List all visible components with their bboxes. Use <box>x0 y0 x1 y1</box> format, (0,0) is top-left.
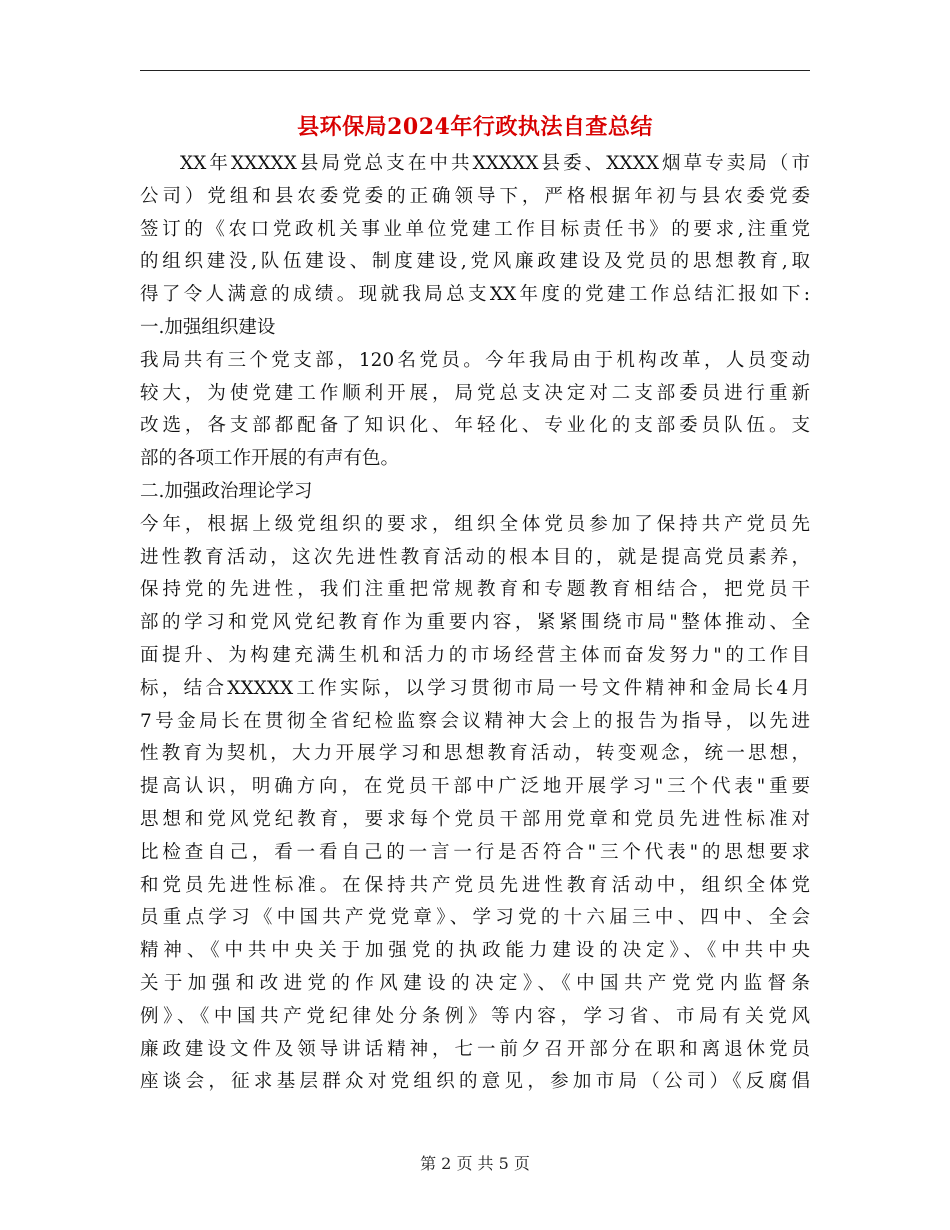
body-line: 面提升、为构建充满生机和活力的市场经营主体而奋发努力"的工作目 <box>140 644 810 666</box>
body-line: 员重点学习《中国共产党党章》、学习党的十六届三中、四中、全会 <box>140 907 810 929</box>
body-line: XX年XXXXX县局党总支在中共XXXXX县委、XXXX烟草专卖局（市 <box>180 153 810 174</box>
page-number: 第 2 页 共 5 页 <box>420 1154 530 1173</box>
body-line: 标，结合XXXXX工作实际，以学习贯彻市局一号文件精神和金局长4月 <box>140 677 810 699</box>
body-line: 关于加强和改进党的作风建设的决定》、《中国共产党党内监督条 <box>140 972 810 994</box>
body-line: 精神、《中共中央关于加强党的执政能力建设的决定》、《中共中央 <box>140 940 810 962</box>
body-line: 比检查自己，看一看自己的一言一行是否符合"三个代表"的思想要求 <box>140 841 810 863</box>
section-heading: 一.加强组织建设 <box>140 316 276 338</box>
body-line: 部的学习和党风党纪教育作为重要内容，紧紧围绕市局"整体推动、全 <box>140 612 810 634</box>
body-line: 进性教育活动，这次先进性教育活动的根本目的，就是提高党员素养， <box>140 546 810 568</box>
body-line: 例》、《中国共产党纪律处分条例》等内容，学习省、市局有关党风 <box>140 1005 810 1027</box>
body-line: 我局共有三个党支部，120名党员。今年我局由于机构改革，人员变动 <box>140 349 810 371</box>
body-line: 思想和党风党纪教育，要求每个党员干部用党章和党员先进性标准对 <box>140 808 810 830</box>
document-body <box>140 148 810 1099</box>
body-line: 性教育为契机，大力开展学习和思想教育活动，转变观念，统一思想， <box>140 743 810 765</box>
body-line: 和党员先进性标准。在保持共产党员先进性教育活动中，组织全体党 <box>140 874 810 896</box>
body-line: 的组织建没,队伍建设、制度建设,党风廉政建设及党员的思想教育,取 <box>140 251 810 273</box>
body-line: 较大，为使党建工作顺利开展，局党总支决定对二支部委员进行重新 <box>140 382 810 404</box>
body-line: 座谈会，征求基层群众对党组织的意见，参加市局（公司）《反腐倡 <box>140 1071 810 1093</box>
body-line: 廉政建设文件及领导讲话精神，七一前夕召开部分在职和离退休党员 <box>140 1038 810 1060</box>
body-line: 得了令人满意的成绩。现就我局总支XX年度的党建工作总结汇报如下: <box>140 284 810 306</box>
body-line: 部的各项工作开展的有声有色。 <box>140 448 400 470</box>
document-title: 县环保局2024年行政执法自查总结 <box>297 114 653 140</box>
header-rule <box>140 70 810 71</box>
body-line: 保持党的先进性，我们注重把常规教育和专题教育相结合，把党员干 <box>140 579 810 601</box>
section-heading: 二.加强政治理论学习 <box>140 480 313 502</box>
body-line: 改选，各支部都配备了知识化、年轻化、专业化的支部委员队伍。支 <box>140 415 810 437</box>
body-line: 提高认识，明确方向，在党员干部中广泛地开展学习"三个代表"重要 <box>140 776 810 798</box>
body-line: 今年，根据上级党组织的要求，组织全体党员参加了保持共产党员先 <box>140 513 810 535</box>
body-line: 签订的《农口党政机关事业单位党建工作目标责任书》的要求,注重党 <box>140 218 810 240</box>
body-line: 公司）党组和县农委党委的正确领导下，严格根据年初与县农委党委 <box>140 185 810 207</box>
body-line: 7号金局长在贯彻全省纪检监察会议精神大会上的报告为指导，以先进 <box>140 710 810 732</box>
